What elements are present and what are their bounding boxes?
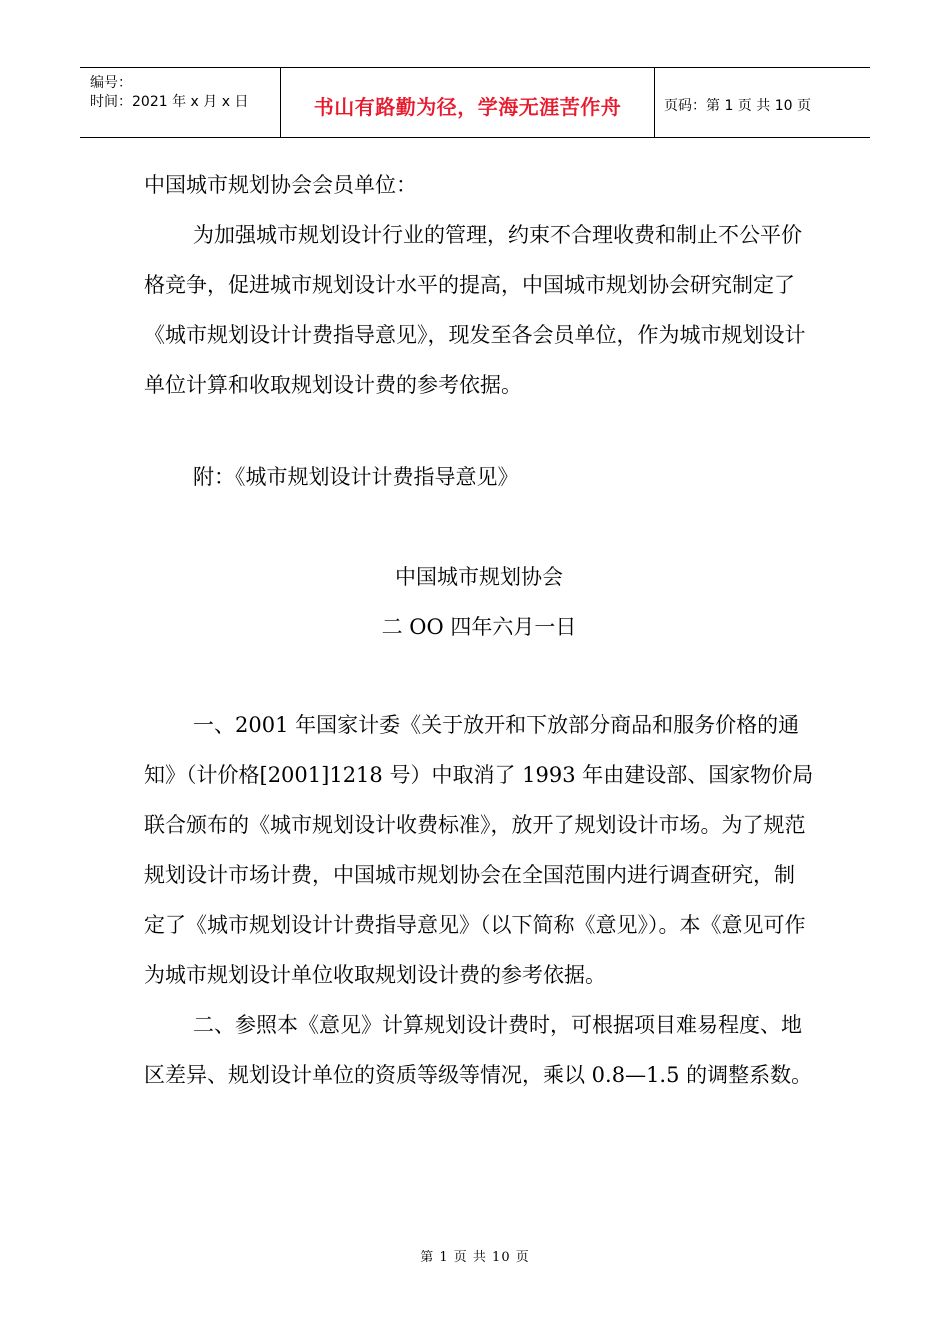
spacer [144,410,814,452]
intro-paragraph: 为加强城市规划设计行业的管理，约束不合理收费和制止不公平价格竞争，促进城市规划设计水平的提高，中国城市规划协会研究制定了《城市规划设计计费指导意见》，现发至各会员单位，作为城市规划设计单位计算和收取规划设计费的参考依据。 [144,223,806,397]
issue-date: 二 OO 四年六月一日 [381,615,577,639]
header-motto-cell [281,68,655,137]
salutation: 中国城市规划协会会员单位： [144,173,417,197]
header-page-cell [655,68,870,137]
time-label: 时间：2021 年 x 月 x 日 [90,94,249,110]
section-two-paragraph: 二、参照本《意见》计算规划设计费时，可根据项目难易程度、地区差异、规划设计单位的资质等级等情况，乘以 0.8—1.5 的调整系数。 [144,1013,813,1087]
document-header [80,67,870,138]
header-page-info: 页码：第 1 页 共 10 页 [664,97,811,114]
document-body [144,160,814,1100]
attachment-line: 附：《城市规划设计计费指导意见》 [193,465,519,489]
header-meta-cell [80,68,281,137]
spacer [144,652,814,700]
motto-text: 书山有路勤为径，学海无涯苦作舟 [313,95,622,119]
section-one-paragraph: 一、2001 年国家计委《关于放开和下放部分商品和服务价格的通知》（计价格[2001]1218 号）中取消了 1993 年由建设部、国家物价局联合颁布的《城市规划设计收费标准》，放开了规划设计市场。为了规范规划设计市场计费，中国城市规划协会在全国范围内进行调查研究，制定了《城市规划设计计费指导意见》（以下简称《意见》）。本《意见可作为城市规划设计单位收取规划设计费的参考依据。 [144,713,814,987]
issuer-name: 中国城市规划协会 [395,565,563,589]
page-footer: 第 1 页 共 10 页 [420,1250,530,1265]
serial-number-label: 编号： [90,75,132,91]
spacer [144,502,814,552]
